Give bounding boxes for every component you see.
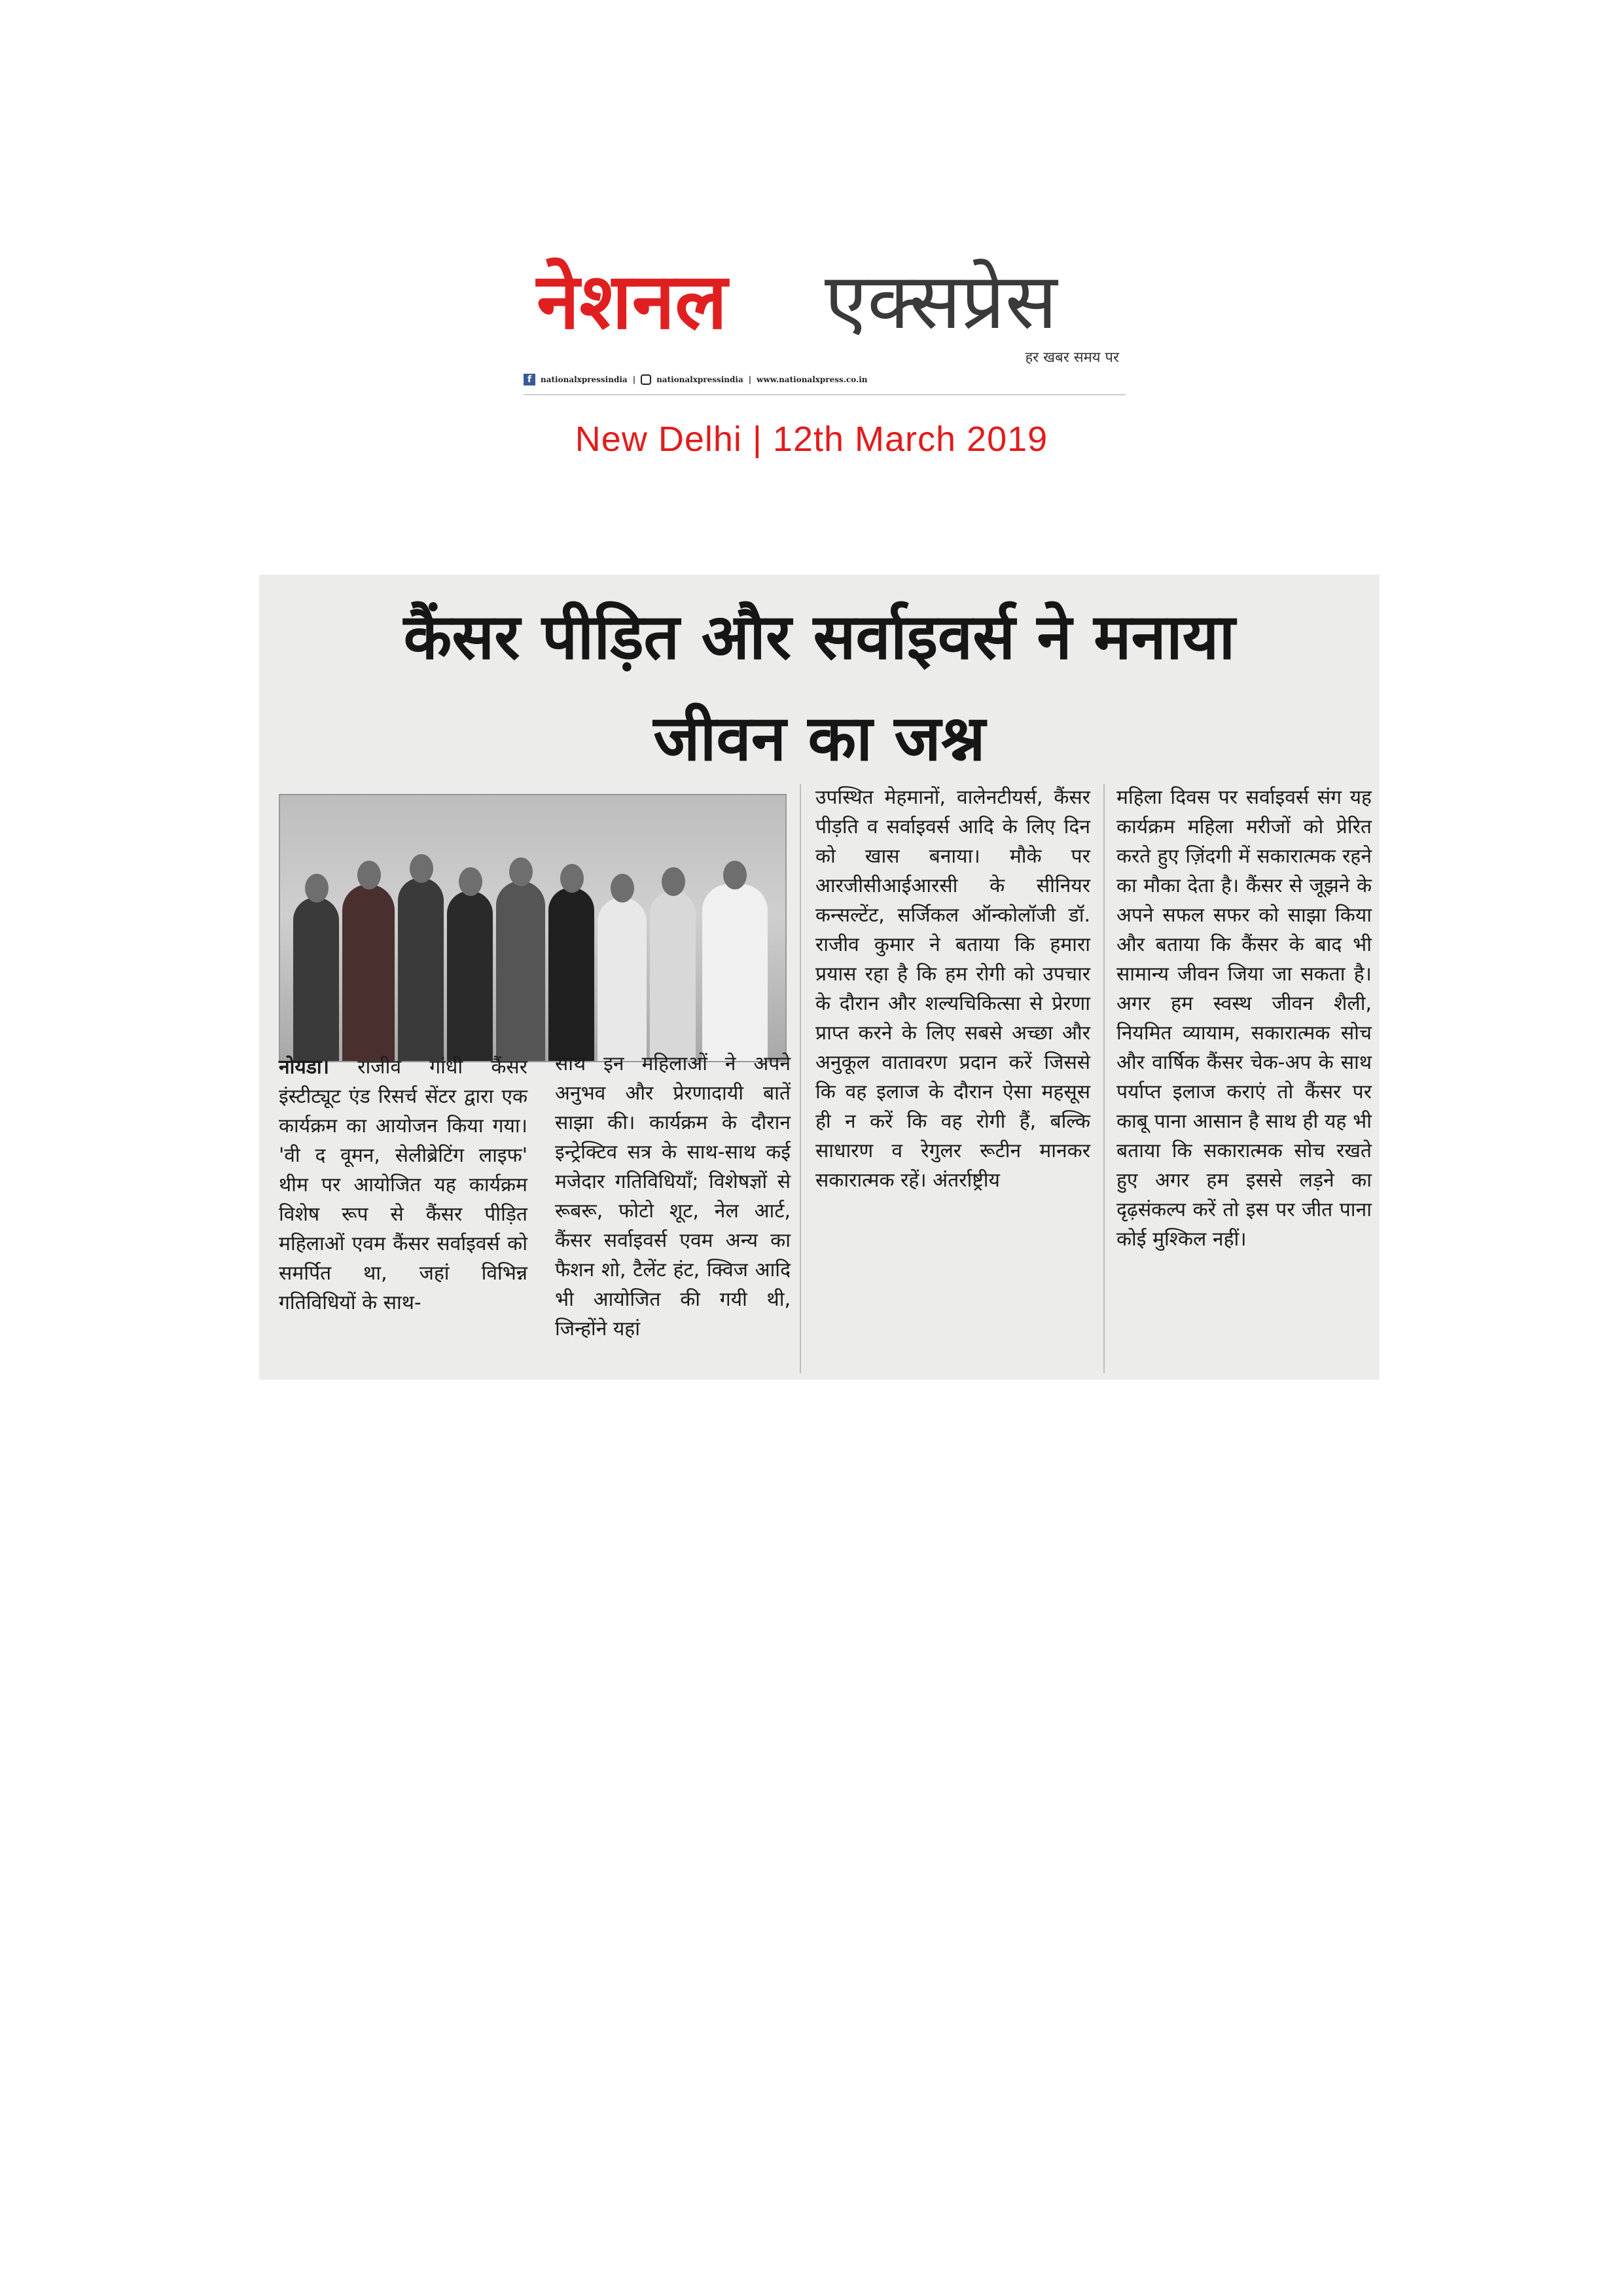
photo-person <box>702 884 768 1061</box>
photo-person <box>548 888 594 1061</box>
photo-person-head <box>723 861 747 889</box>
facebook-handle: nationalxpressindia <box>541 375 628 384</box>
article-column-4: महिला दिवस पर सर्वाइवर्स संग यह कार्यक्रम महिला मरीजों को प्रेरित करते हुए ज़िंदगी में सकारात्मक रहने का मौका देता है। कैंसर से जूझने के अपने सफल सफर को साझा किया और बताया कि कैंसर के बाद भी सामान्य जीवन जिया जा सकता है। अगर हम स्वस्थ जीवन शैली, नियमित व्यायाम, सकारात्मक सोच और वार्षिक कैंसर चेक-अप के साथ पर्याप्त इलाज कराएं तो कैंसर पर काबू पाना आसान है साथ ही यह भी बताया कि सकारात्मक सोच रखते हुए अगर हम इससे लड़ने का दृढ़संकल्प करें तो इस पर जीत पाना कोई मुश्किल नहीं। <box>1116 786 1372 1251</box>
photo-person-head <box>611 874 634 903</box>
newspaper-clipping <box>259 575 1380 1380</box>
separator: | <box>748 375 752 384</box>
headline-line-2: जीवन का जश्न <box>653 702 986 775</box>
headline-line-1: कैंसर पीड़ित और सर्वाइवर्स ने मनाया <box>403 600 1236 673</box>
photo-person <box>293 897 339 1061</box>
photo-person-head <box>357 861 381 889</box>
article-column-2: साथ इन महिलाओं ने अपने अनुभव और प्रेरणादायी बातें साझा की। कार्यक्रम के दौरान इन्ट्रेक्टिव सत्र के साथ-साथ कई मजेदार गतिविधियाँ; विशेषज्ञों से रूबरू, फोटो शूट, नेल आर्ट, कैंसर सर्वाइवर्स एवम अन्य का फैशन शो, टैलेंट हंट, क्विज आदि भी आयोजित की गयी थी, जिन्होंने यहां <box>555 1052 791 1340</box>
photo-person <box>398 878 444 1061</box>
photo-person-head <box>305 874 329 903</box>
column-divider <box>1103 784 1105 1373</box>
column-divider <box>800 784 801 1373</box>
facebook-icon: f <box>524 374 535 386</box>
masthead-divider <box>524 394 1126 395</box>
photo-person-head <box>459 867 482 896</box>
website-link: www.nationalxpress.co.in <box>757 375 868 384</box>
masthead-word-express: एक्सप्रेस <box>825 256 1058 346</box>
photo-person <box>496 881 545 1061</box>
masthead-tagline: हर खबर समय पर <box>1025 350 1119 366</box>
instagram-icon <box>641 374 651 385</box>
instagram-handle: nationalxpressindia <box>656 375 743 384</box>
article-column-1 <box>279 1052 527 1318</box>
article-column-1-text: राजीव गांधी कैंसर इंस्टीट्यूट एंड रिसर्च सेंटर द्वारा एक कार्यक्रम का आयोजन किया गया। 'वी द वूमन, सेलीब्रेटिंग लाइफ' थीम पर आयोजित यह कार्यक्रम विशेष रूप से कैंसर पीड़ित महिलाओं एवम कैंसर सर्वाइवर्स को समर्पित था, जहां विभिन्न गतिविधियों के साथ- <box>279 1056 527 1314</box>
photo-person-head <box>410 854 433 883</box>
photo-person-head <box>560 864 584 893</box>
dateline: New Delhi | 12th March 2019 <box>575 420 1048 459</box>
photo-person-head <box>662 867 685 896</box>
masthead-social-links <box>524 370 868 389</box>
article-dateline: नोयडा। <box>279 1056 330 1079</box>
article-photo <box>279 794 787 1062</box>
photo-person <box>447 891 493 1061</box>
masthead-word-national: नेशनल <box>537 256 728 346</box>
separator: | <box>632 375 636 384</box>
article-column-3: उपस्थित मेहमानों, वालेनटीयर्स, कैंसर पीड़ति व सर्वाइवर्स आदि के लिए दिन को खास बनाया। मौके पर आरजीसीआईआरसी के सीनियर कन्सल्टेंट, सर्जिकल ऑन्कोलॉजी डॉ. राजीव कुमार ने बताया कि हमारा प्रयास रहा है कि हम रोगी को उपचार के दौरान और शल्यचिकित्सा से प्रेरणा प्राप्त करने के लिए सबसे अच्छा और अनुकूल वातावरण प्रदान करें जिससे कि वह इलाज के दौरान ऐसा महसूस ही न करें कि वह रोगी हैं, बल्कि साधारण व रेगुलर रूटीन मानकर सकारात्मक रहें। अंतर्राष्ट्रीय <box>815 786 1090 1192</box>
photo-person <box>597 897 647 1061</box>
photo-person-head <box>509 857 533 886</box>
photo-person <box>650 891 696 1061</box>
newspaper-masthead <box>524 249 1126 399</box>
photo-person <box>342 884 395 1061</box>
